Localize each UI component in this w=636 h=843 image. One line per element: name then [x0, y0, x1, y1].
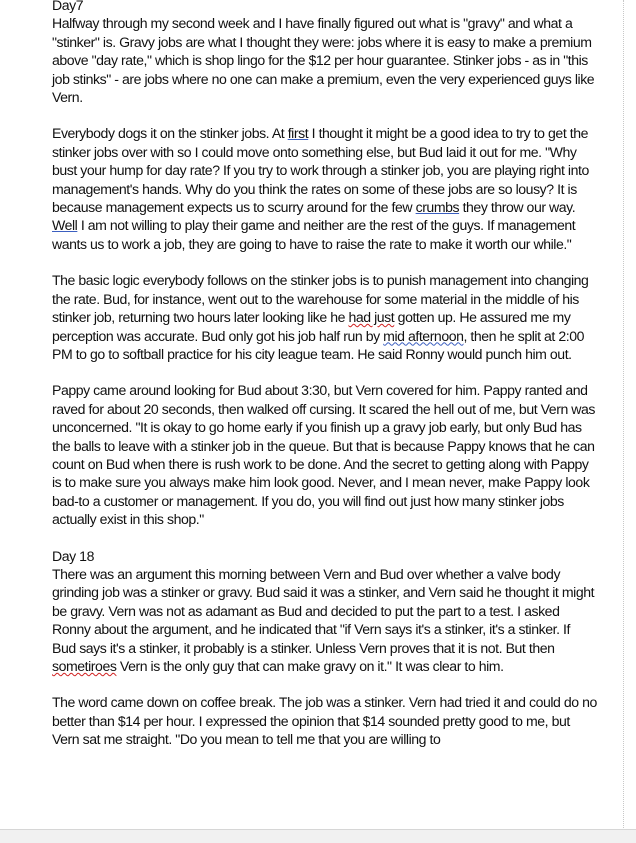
day7-p3-text-b: gotten up. He assured me my perception was accurate. Bud only got his job half run by — [52, 309, 571, 344]
spelling-flag-sometiroes[interactable]: sometiroes — [52, 658, 117, 674]
day7-paragraph-4: Pappy came around looking for Bud about 3:30, but Vern covered for him. Pappy ranted and raved for about 20 seconds, then walked off cursing. It scared the hell out of me, but Vern was unconcerned. "It is okay to go home early if you finish up a gravy job early, but only Bud has the balls to leave with a stinker job in the queue. But that is because Pappy knows that he can count on Bud when there is rush work to be done. And the secret to getting along with Pappy is to make sure you always make him look good. Never, and I mean never, make Pappy look bad-to a customer or management. If you do, you will find out just how many stinker jobs actually exist in this shop." — [52, 382, 596, 528]
page-margin-line — [623, 0, 624, 842]
day7-p2-text-b: I thought it might be a good idea to try to get the stinker jobs over with so I could move onto something else, but Bud laid it out for me. "Why bust your hump for day rate? If you try to work through a stinker job, you are playing right into management's hands. Why do you think the rates on some of these jobs are so lousy? It is because management expects us to scurry around for the few — [52, 125, 589, 216]
grammar-flag-mid-afternoon[interactable]: mid afternoon — [383, 327, 464, 344]
spelling-flag-had-just[interactable]: had just — [348, 309, 395, 326]
grammar-flag-crumbs[interactable]: crumbs — [415, 199, 460, 216]
day18-p1-text-a: There was an argument this morning between Vern and Bud over whether a valve body grinding job was a stinker or gravy. Bud said it was a stinker, and Vern said he thought it might be gravy. Vern was not as adamant as Bud and decided to put the part to a test. I asked Ronny about the argument, and he indicated that "if Vern says it's a stinker, it's a stinker. If Bud says it's a stinker, it probably is a stinker. Unless Vern proves that it is not. But then — [52, 565, 595, 656]
day7-p2-text-c: they throw our way. — [459, 199, 576, 216]
day7-p3-text-c: , then he split at 2:00 PM to go to softball practice for his city league team. He said Ronny would punch him out. — [52, 327, 584, 362]
day18-paragraph-2: The word came down on coffee break. The job was a stinker. Vern had tried it and could do no better than $14 per hour. I expressed the opinion that $14 sounded pretty good to me, but Vern sat me straight. "Do you mean to tell me that you are willing to — [52, 694, 597, 748]
day7-paragraph-1: Halfway through my second week and I have finally figured out what is "gravy" and what a "stinker" is. Gravy jobs are what I thought they were: jobs where it is easy to make a premium above "day rate," which is shop lingo for the $12 per hour guarantee. Stinker jobs - as in "this job stinks" - are jobs where no one can make a premium, even the very experienced guys like Vern. — [52, 15, 595, 106]
horizontal-scrollbar[interactable] — [0, 829, 636, 843]
day7-paragraph-2 — [52, 124, 597, 253]
grammar-flag-well[interactable]: Well — [52, 217, 78, 234]
day7-heading: Day7 — [52, 0, 84, 13]
day7-p2-text-a: Everybody dogs it on the stinker jobs. At — [52, 125, 288, 142]
day18-paragraph-1 — [52, 565, 597, 675]
day7-p3-text-a: The basic logic everybody follows on the stinker jobs is to punish management into changing the rate. Bud, for instance, went out to the warehouse for some material in the middle of his stinker job, returning two hours later looking like he — [52, 272, 589, 326]
day7-paragraph-3 — [52, 271, 597, 363]
grammar-flag-first[interactable]: first — [287, 125, 309, 142]
day18-p1-text-b: Vern is the only guy that can make gravy on it." It was clear to him. — [116, 658, 504, 674]
day18-heading: Day 18 — [52, 547, 94, 564]
document-page — [52, 0, 597, 767]
day7-p2-text-d: I am not willing to play their game and neither are the rest of the guys. If management wants us to work a job, they are going to have to raise the rate to make it worth our while." — [52, 217, 576, 252]
